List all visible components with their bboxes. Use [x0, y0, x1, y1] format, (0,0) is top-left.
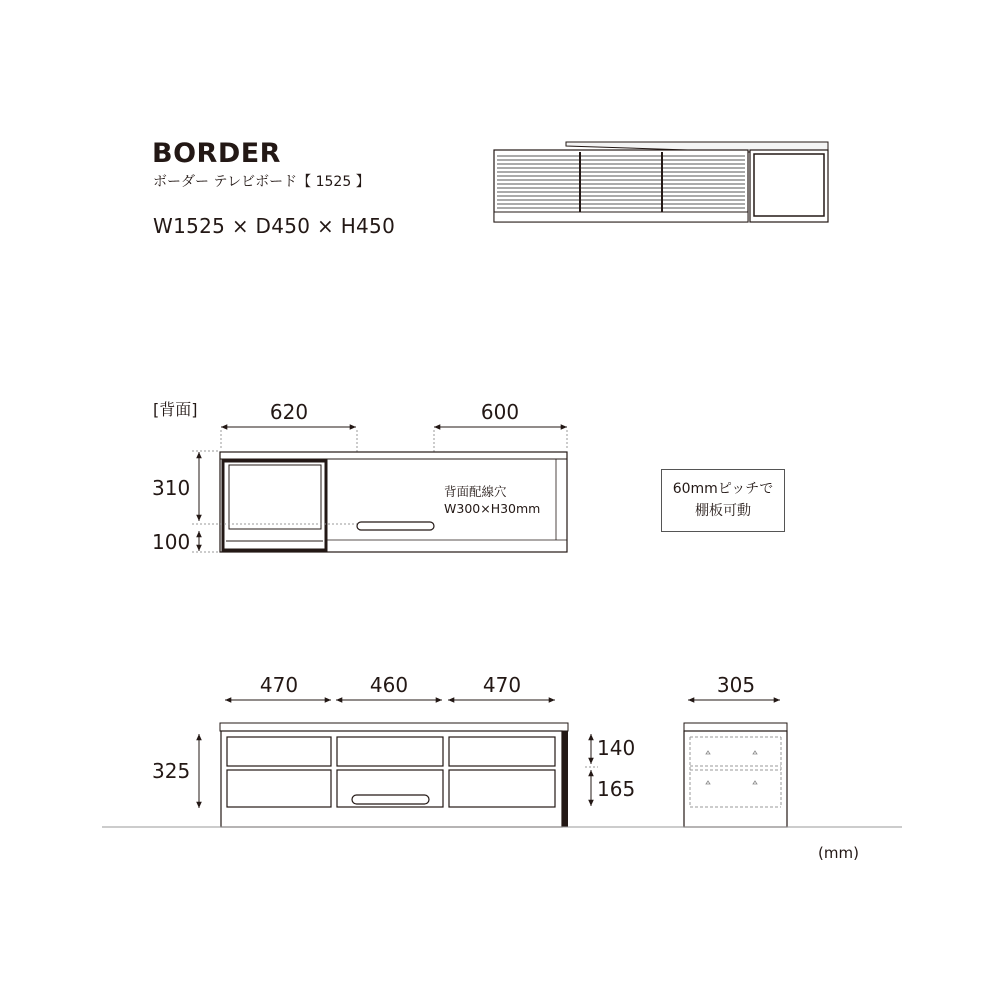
front-height-lower: 165	[597, 777, 636, 801]
front-width-right: 470	[482, 673, 522, 697]
front-height-upper: 140	[597, 736, 636, 760]
perspective-illustration	[494, 142, 828, 222]
front-height-total: 325	[152, 759, 191, 783]
back-height-upper: 310	[152, 476, 191, 500]
product-subtitle: ボーダー テレビボード【 1525 】	[153, 174, 370, 190]
wiring-hole	[357, 522, 434, 530]
side-depth: 305	[716, 673, 756, 697]
back-width-left: 620	[269, 400, 309, 424]
product-dimensions: W1525 × D450 × H450	[153, 214, 396, 238]
wiring-hole-size: W300×H30mm	[444, 501, 541, 516]
unit-label: (mm)	[818, 844, 859, 862]
product-title: BORDER	[152, 138, 281, 169]
side-view	[684, 673, 787, 827]
wiring-hole-label: 背面配線穴	[444, 484, 507, 499]
shelf-note-box	[661, 469, 785, 532]
front-view	[152, 673, 635, 827]
wiring-hole-front	[352, 795, 429, 804]
back-height-lower: 100	[152, 530, 191, 554]
front-width-left: 470	[259, 673, 299, 697]
back-view-label: [背面]	[153, 400, 198, 419]
shelf-note-line1: 60mmピッチで	[672, 481, 774, 497]
back-view	[152, 400, 567, 554]
front-width-center: 460	[369, 673, 409, 697]
shelf-note-line2: 棚板可動	[695, 503, 751, 519]
back-width-right: 600	[480, 400, 520, 424]
